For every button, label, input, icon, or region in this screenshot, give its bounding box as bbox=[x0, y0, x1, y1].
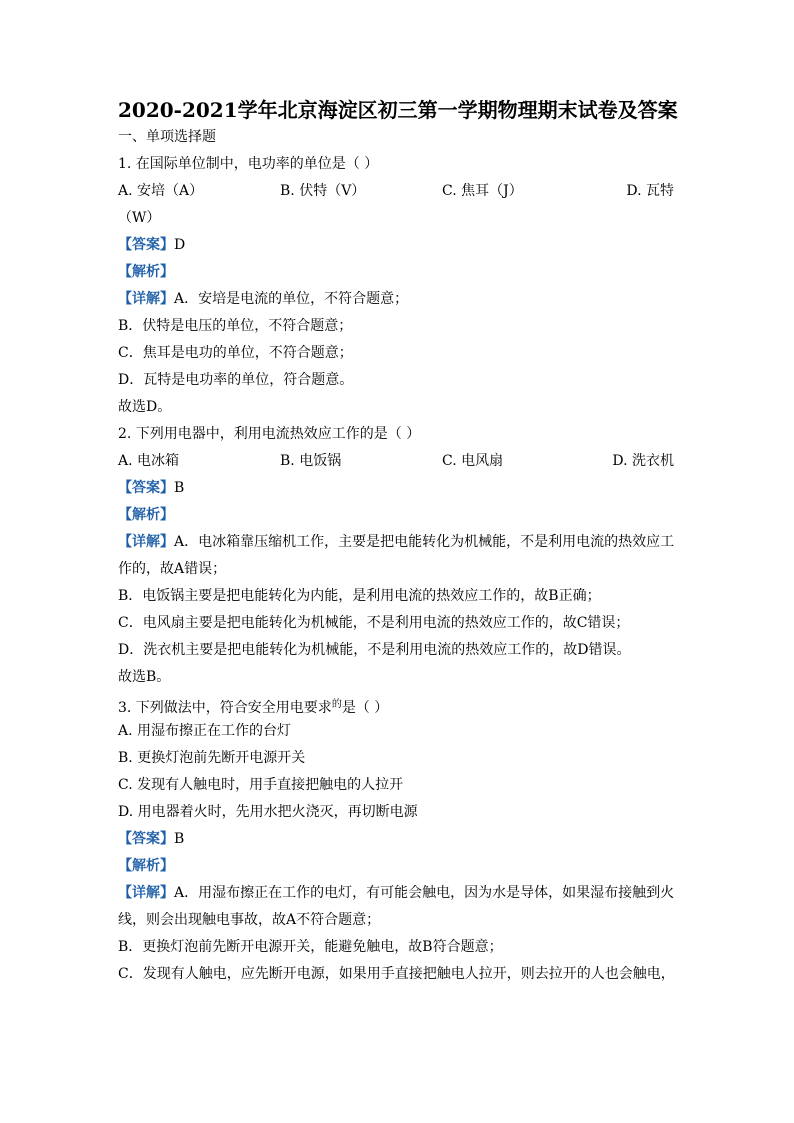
q2-option-b: B. 电饭锅 bbox=[280, 453, 342, 469]
q2-detail-4: D．洗衣机主要是把电能转化为机械能，不是利用电流的热效应工作的，故D错误。 bbox=[118, 642, 631, 658]
question-3-stem: 3. 下列做法中，符合安全用电要求$^的$是（ ） bbox=[118, 699, 389, 716]
question-2-stem: 2. 下列用电器中，利用电流热效应工作的是（ ） bbox=[118, 426, 421, 442]
question-1-options bbox=[118, 178, 678, 205]
page-title: 2020-2021学年北京海淀区初三第一学期物理期末试卷及答案 bbox=[118, 98, 678, 122]
detail-label: 【详解】 bbox=[118, 534, 174, 550]
answer-label: 【答案】 bbox=[118, 831, 174, 847]
answer-label: 【答案】 bbox=[118, 480, 174, 496]
q1-conclusion: 故选D。 bbox=[118, 399, 172, 415]
answer-label: 【答案】 bbox=[118, 237, 174, 253]
q2-detail-2: B．电饭锅主要是把电能转化为内能，是利用电流的热效应工作的，故B正确； bbox=[118, 588, 601, 604]
q1-option-d-overflow: （W） bbox=[118, 210, 161, 226]
q1-detail-2: B．伏特是电压的单位，不符合题意； bbox=[118, 318, 353, 334]
q2-option-a: A. 电冰箱 bbox=[118, 453, 180, 469]
q2-option-d: D. 洗衣机 bbox=[612, 453, 674, 469]
q1-answer bbox=[118, 232, 678, 259]
q3-option-d: D. 用电器着火时，先用水把火浇灭，再切断电源 bbox=[118, 804, 418, 820]
q1-option-c: C. 焦耳（J） bbox=[442, 183, 523, 199]
q3-detail-1-cont: 线，则会出现触电事故，故A不符合题意； bbox=[118, 912, 381, 928]
question-2-options bbox=[118, 448, 678, 475]
analysis-label: 【解析】 bbox=[118, 264, 174, 280]
q3-detail-3: C．发现有人触电，应先断开电源，如果用手直接把触电人拉开，则去拉开的人也会触电， bbox=[118, 966, 675, 982]
q2-answer bbox=[118, 475, 678, 502]
q1-detail-3: C．焦耳是电功的单位，不符合题意； bbox=[118, 345, 353, 361]
q3-answer-value: B bbox=[174, 831, 185, 847]
question-1-stem: 1. 在国际单位制中，电功率的单位是（ ） bbox=[118, 156, 379, 172]
q3-detail-1: 【详解】A．用湿布擦正在工作的电灯，有可能会触电，因为水是导体，如果湿布接触到火 bbox=[118, 885, 675, 901]
q2-option-c: C. 电风扇 bbox=[442, 453, 504, 469]
exam-document bbox=[118, 96, 678, 988]
q1-option-d: D. 瓦特 bbox=[626, 183, 674, 199]
q2-analysis bbox=[118, 502, 678, 529]
q2-answer-value: B bbox=[174, 480, 185, 496]
q1-detail-1: 【详解】A．安培是电流的单位，不符合题意； bbox=[118, 291, 409, 307]
detail-label: 【详解】 bbox=[118, 885, 174, 901]
q1-option-a: A. 安培（A） bbox=[118, 183, 204, 199]
q3-option-c: C. 发现有人触电时，用手直接把触电的人拉开 bbox=[118, 777, 404, 793]
section-heading: 一、单项选择题 bbox=[118, 129, 216, 145]
q2-conclusion: 故选B。 bbox=[118, 669, 171, 685]
q1-detail-4: D．瓦特是电功率的单位，符合题意。 bbox=[118, 372, 354, 388]
q3-answer bbox=[118, 826, 678, 853]
q1-analysis bbox=[118, 259, 678, 286]
q1-option-b: B. 伏特（V） bbox=[280, 183, 366, 199]
q2-detail-1: 【详解】A．电冰箱靠压缩机工作，主要是把电能转化为机械能，不是利用电流的热效应工 bbox=[118, 534, 675, 550]
q1-answer-value: D bbox=[174, 237, 186, 253]
detail-label: 【详解】 bbox=[118, 291, 174, 307]
q3-analysis bbox=[118, 853, 678, 880]
analysis-label: 【解析】 bbox=[118, 507, 174, 523]
q3-option-b: B. 更换灯泡前先断开电源开关 bbox=[118, 750, 306, 766]
q2-detail-1-cont: 作的，故A错误； bbox=[118, 561, 227, 577]
q3-detail-2: B．更换灯泡前先断开电源开关，能避免触电，故B符合题意； bbox=[118, 939, 503, 955]
q2-detail-3: C．电风扇主要是把电能转化为机械能，不是利用电流的热效应工作的，故C错误； bbox=[118, 615, 630, 631]
analysis-label: 【解析】 bbox=[118, 858, 174, 874]
q3-option-a: A. 用湿布擦正在工作的台灯 bbox=[118, 723, 292, 739]
